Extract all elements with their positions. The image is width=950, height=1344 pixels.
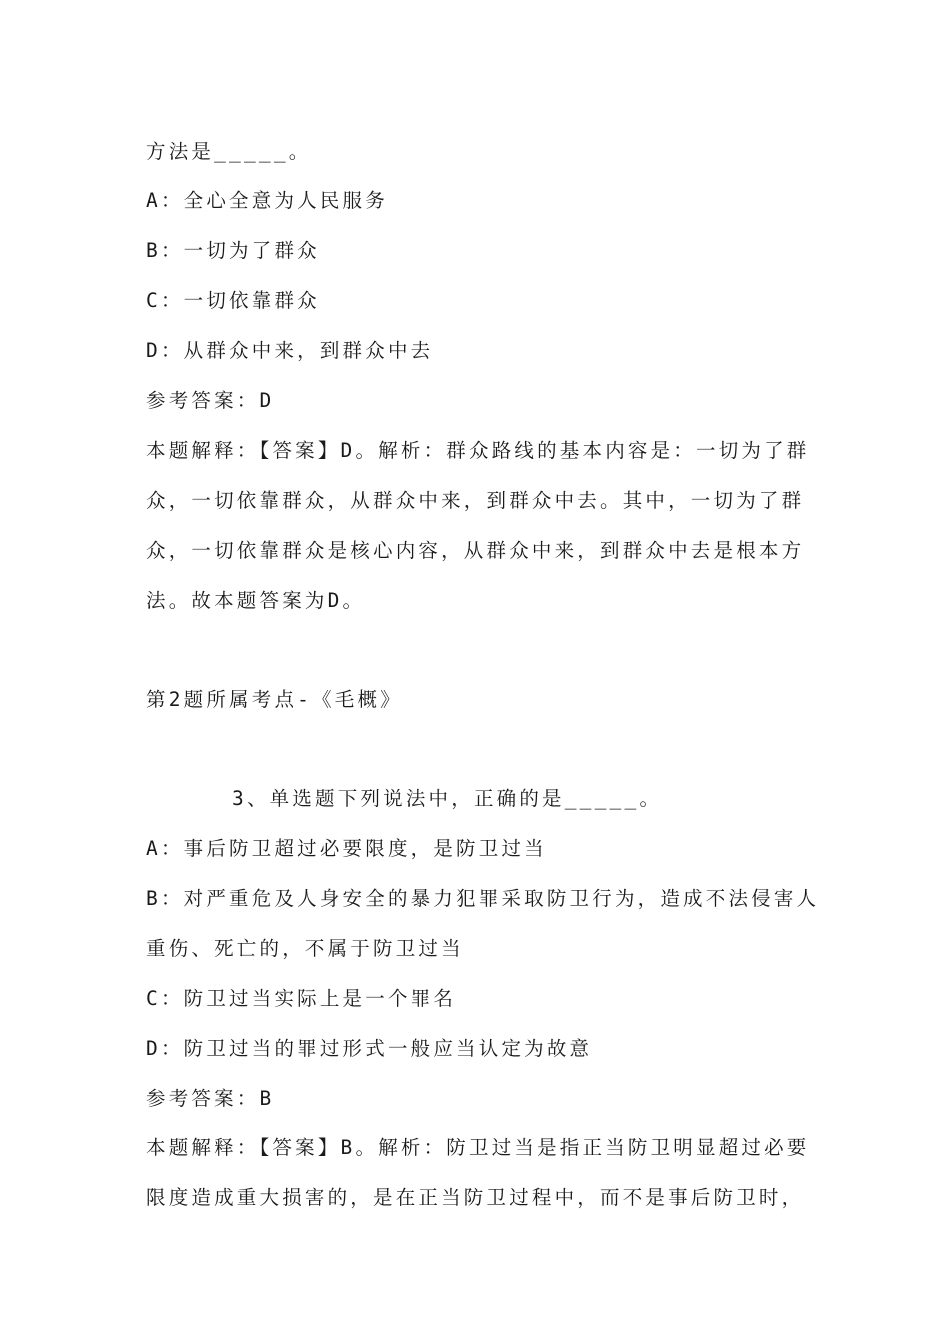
explanation-line: 限度造成重大损害的，是在正当防卫过程中，而不是事后防卫时，	[146, 1186, 805, 1209]
option-b: B：一切为了群众	[146, 239, 320, 262]
explanation-line: 法。故本题答案为D。	[146, 589, 366, 612]
explanation-line: 众，一切依靠群众，从群众中来，到群众中去。其中，一切为了群	[146, 489, 805, 512]
option-a: A：全心全意为人民服务	[146, 189, 388, 212]
option-b-continued: 重伤、死亡的，不属于防卫过当	[146, 937, 464, 960]
option-d: D：从群众中来，到群众中去	[146, 339, 434, 362]
option-a: A：事后防卫超过必要限度，是防卫过当	[146, 837, 547, 860]
reference-answer: 参考答案：B	[146, 1087, 275, 1110]
explanation-line: 本题解释：【答案】B。解析：防卫过当是指正当防卫明显超过必要	[146, 1136, 810, 1159]
option-c: C：防卫过当实际上是一个罪名	[146, 987, 457, 1010]
question-stem: 3、单选题下列说法中，正确的是_____。	[232, 787, 663, 810]
reference-answer: 参考答案：D	[146, 389, 275, 412]
explanation-line: 众，一切依靠群众是核心内容，从群众中来，到群众中去是根本方	[146, 539, 805, 562]
topic-label: 第2题所属考点-《毛概》	[146, 688, 403, 711]
option-d: D：防卫过当的罪过形式一般应当认定为故意	[146, 1037, 593, 1060]
option-c: C：一切依靠群众	[146, 289, 320, 312]
explanation-line: 本题解释：【答案】D。解析：群众路线的基本内容是：一切为了群	[146, 439, 810, 462]
question-stem-end: 方法是_____。	[146, 140, 312, 163]
option-b: B：对严重危及人身安全的暴力犯罪采取防卫行为，造成不法侵害人	[146, 887, 820, 910]
